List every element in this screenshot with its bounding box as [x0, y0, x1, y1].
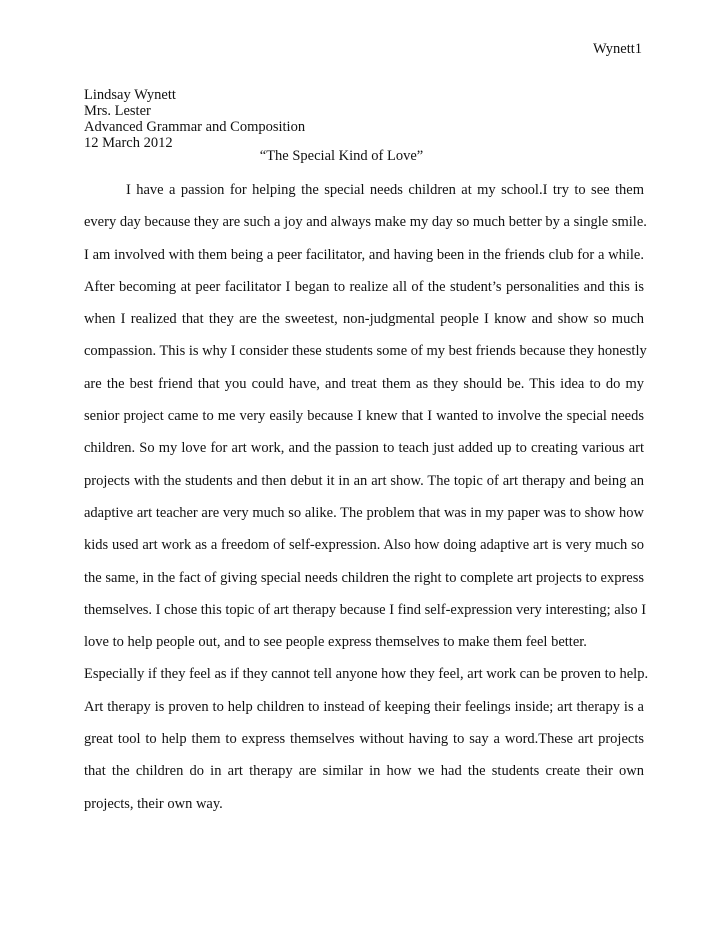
body-line: themselves. I chose this topic of art therapy because I find self-expression very interesting; also I [84, 601, 647, 618]
essay-date: 12 March 2012 [84, 135, 173, 151]
body-line: I am involved with them being a peer facilitator, and having been in the friends club for a while. [84, 246, 644, 263]
body-line: senior project came to me very easily because I knew that I wanted to involve the special needs [84, 408, 644, 425]
body-line: love to help people out, and to see people express themselves to make them feel better. [84, 634, 587, 651]
course-name: Advanced Grammar and Composition [84, 119, 306, 135]
body-line: Especially if they feel as if they cannot tell anyone how they feel, art work can be proven to help. [84, 666, 649, 683]
body-line: every day because they are such a joy and always make my day so much better by a single smile. [84, 214, 647, 231]
body-line: are the best friend that you could have, and treat them as they should be. This idea to do my [84, 375, 644, 392]
body-line: great tool to help them to express themselves without having to say a word.These art projects [84, 731, 644, 748]
body-line: the same, in the fact of giving special needs children the right to complete art projects to express [84, 569, 644, 586]
essay-body [84, 181, 649, 827]
body-line: that the children do in art therapy are similar in how we had the students create their own [84, 763, 644, 780]
student-name: Lindsay Wynett [84, 87, 176, 103]
teacher-name: Mrs. Lester [84, 103, 151, 119]
mla-heading [84, 87, 644, 151]
body-line: when I realized that they are the sweetest, non-judgmental people I know and show so much [84, 311, 644, 328]
body-line: compassion. This is why I consider these students some of my best friends because they honestly [84, 343, 647, 360]
body-line: adaptive art teacher are very much so alike. The problem that was in my paper was to show how [84, 504, 644, 521]
body-line: Art therapy is proven to help children to instead of keeping their feelings inside; art therapy is a [84, 698, 644, 715]
body-line: projects with the students and then debut it in an art show. The topic of art therapy and being an [84, 472, 644, 489]
running-head: Wynett1 [592, 41, 642, 57]
body-line: children. So my love for art work, and the passion to teach just added up to creating various art [84, 440, 644, 457]
body-line: kids used art work as a freedom of self-expression. Also how doing adaptive art is very much so [84, 537, 644, 554]
body-line: I have a passion for helping the special needs children at my school.I try to see them [126, 182, 644, 198]
essay-title: “The Special Kind of Love” [259, 148, 424, 164]
body-line: projects, their own way. [84, 795, 223, 812]
body-line: After becoming at peer facilitator I began to realize all of the student’s personalities and this is [84, 278, 644, 295]
